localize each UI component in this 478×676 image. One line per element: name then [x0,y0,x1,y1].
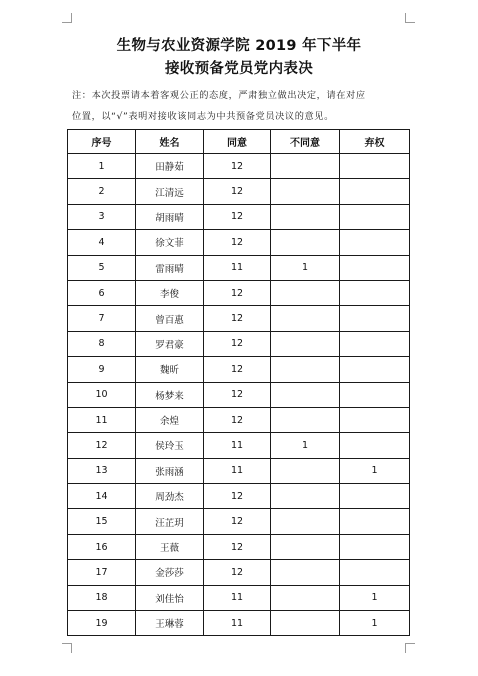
table-row [68,230,410,255]
table-row [68,255,410,280]
cell-abstain [340,382,410,407]
cell-disagree [271,382,340,407]
table-row [68,484,410,509]
cell-agree: 11 [204,611,271,636]
cell-agree: 11 [204,255,271,280]
cell-agree: 12 [204,154,271,179]
cell-disagree [271,560,340,585]
table-row [68,382,410,407]
cell-name: 金莎莎 [136,560,204,585]
table-row [68,534,410,559]
cell-name: 侯玲玉 [136,433,204,458]
cell-agree: 12 [204,230,271,255]
cell-name: 江清远 [136,179,204,204]
instruction-note-line-1: 注：本次投票请本着客观公正的态度，严肃独立做出决定，请在对应 [72,90,366,101]
cell-number: 8 [68,331,136,356]
cell-agree: 12 [204,331,271,356]
cell-disagree [271,357,340,382]
table-row [68,509,410,534]
table-row [68,458,410,483]
cell-number: 14 [68,484,136,509]
table-row [68,179,410,204]
table-row [68,154,410,179]
cell-agree: 12 [204,407,271,432]
cell-disagree [271,154,340,179]
table-row [68,306,410,331]
cell-agree: 11 [204,585,271,610]
cell-name: 张雨涵 [136,458,204,483]
cell-name: 魏昕 [136,357,204,382]
table-row [68,331,410,356]
table-row [68,280,410,305]
cell-name: 周劲杰 [136,484,204,509]
margin-corner-mark [62,13,72,23]
cell-abstain [340,230,410,255]
margin-corner-mark [62,643,72,653]
cell-name: 雷雨晴 [136,255,204,280]
cell-agree: 12 [204,484,271,509]
cell-name: 王薇 [136,534,204,559]
cell-number: 10 [68,382,136,407]
cell-agree: 12 [204,306,271,331]
cell-disagree: 1 [271,433,340,458]
cell-name: 田静茹 [136,154,204,179]
cell-abstain [340,433,410,458]
table-row [68,204,410,229]
cell-number: 7 [68,306,136,331]
cell-abstain: 1 [340,458,410,483]
cell-abstain [340,560,410,585]
cell-number: 18 [68,585,136,610]
table-row [68,560,410,585]
cell-disagree [271,306,340,331]
cell-number: 17 [68,560,136,585]
cell-number: 2 [68,179,136,204]
instruction-note-line-2: 位置，以“√”表明对接收该同志为中共预备党员决议的意见。 [72,111,334,122]
cell-agree: 12 [204,509,271,534]
cell-disagree [271,280,340,305]
cell-abstain [340,509,410,534]
cell-number: 19 [68,611,136,636]
document-subtitle: 接收预备党员党内表决 [165,61,313,77]
cell-name: 王琳蓉 [136,611,204,636]
cell-number: 4 [68,230,136,255]
cell-agree: 12 [204,382,271,407]
cell-number: 13 [68,458,136,483]
cell-disagree [271,331,340,356]
cell-number: 16 [68,534,136,559]
cell-abstain [340,407,410,432]
cell-disagree [271,458,340,483]
table-row [68,407,410,432]
cell-number: 3 [68,204,136,229]
table-row [68,585,410,610]
cell-agree: 12 [204,560,271,585]
cell-agree: 11 [204,433,271,458]
cell-abstain: 1 [340,611,410,636]
cell-agree: 11 [204,458,271,483]
cell-name: 罗君豪 [136,331,204,356]
cell-number: 5 [68,255,136,280]
header-number: 序号 [68,130,136,154]
cell-abstain [340,357,410,382]
header-name: 姓名 [136,130,204,154]
cell-number: 9 [68,357,136,382]
margin-corner-mark [405,13,415,23]
cell-disagree [271,407,340,432]
cell-agree: 12 [204,534,271,559]
cell-disagree [271,484,340,509]
cell-number: 11 [68,407,136,432]
cell-agree: 12 [204,204,271,229]
table-row [68,611,410,636]
cell-abstain [340,255,410,280]
cell-name: 杨梦来 [136,382,204,407]
cell-disagree [271,230,340,255]
cell-disagree: 1 [271,255,340,280]
cell-disagree [271,585,340,610]
cell-name: 胡雨晴 [136,204,204,229]
cell-agree: 12 [204,179,271,204]
cell-abstain [340,534,410,559]
cell-name: 曾百惠 [136,306,204,331]
cell-name: 李俊 [136,280,204,305]
vote-results-table [67,129,410,636]
cell-disagree [271,611,340,636]
cell-abstain: 1 [340,585,410,610]
cell-disagree [271,179,340,204]
cell-number: 1 [68,154,136,179]
document-title: 生物与农业资源学院 2019 年下半年 [116,38,362,54]
cell-abstain [340,484,410,509]
cell-abstain [340,280,410,305]
margin-corner-mark [405,643,415,653]
cell-abstain [340,331,410,356]
cell-abstain [340,179,410,204]
cell-name: 汪芷玥 [136,509,204,534]
cell-disagree [271,534,340,559]
cell-agree: 12 [204,357,271,382]
cell-name: 刘佳怡 [136,585,204,610]
header-abstain: 弃权 [340,130,410,154]
cell-number: 6 [68,280,136,305]
cell-disagree [271,204,340,229]
header-agree: 同意 [204,130,271,154]
table-body [68,154,410,636]
cell-agree: 12 [204,280,271,305]
header-disagree: 不同意 [271,130,340,154]
table-row [68,433,410,458]
cell-abstain [340,204,410,229]
cell-name: 余煌 [136,407,204,432]
cell-disagree [271,509,340,534]
table-header-row [68,130,410,154]
cell-name: 徐文菲 [136,230,204,255]
cell-number: 12 [68,433,136,458]
cell-abstain [340,306,410,331]
cell-number: 15 [68,509,136,534]
cell-abstain [340,154,410,179]
table-row [68,357,410,382]
